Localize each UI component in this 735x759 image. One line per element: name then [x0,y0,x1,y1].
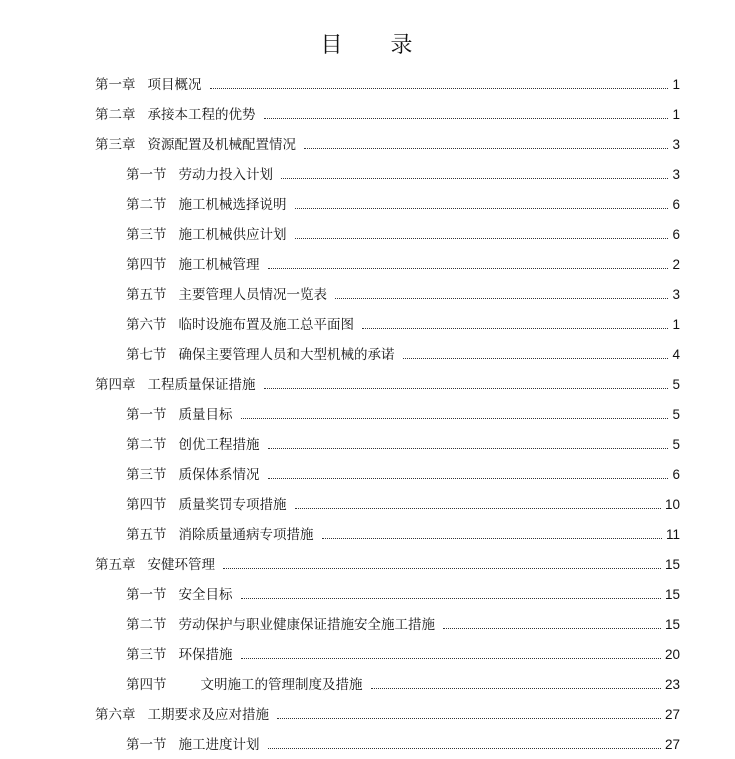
toc-entry-title: 质量奖罚专项措施 [178,497,287,513]
toc-page-number: 2 [672,257,680,272]
toc-section-row[interactable] [126,730,680,754]
toc-entry-title: 工程质量保证措施 [147,377,256,393]
toc-leader-dots [277,717,661,719]
toc-entry-title: 确保主要管理人员和大型机械的承诺 [178,347,395,363]
toc-section-row[interactable] [126,460,680,484]
toc-section-row[interactable] [126,220,680,244]
toc-entry-title: 承接本工程的优势 [147,107,256,123]
page-title [0,28,735,59]
toc-page-number: 20 [664,647,680,662]
toc-page-number: 11 [665,527,680,542]
toc-entry-label: 第六章 [95,707,136,723]
toc-chapter-row[interactable] [95,550,680,574]
toc-page-number: 5 [672,407,680,422]
toc-entry-title: 质量目标 [178,407,233,423]
toc-leader-dots [210,87,669,89]
toc-entry-label: 第二节 [126,617,167,633]
toc-entry-title: 工期要求及应对措施 [147,707,269,723]
toc-section-row[interactable] [126,160,680,184]
toc-entry-label: 第二节 [126,197,167,213]
toc-entry-title: 创优工程措施 [178,437,260,453]
toc-page-number: 6 [672,467,680,482]
toc-leader-dots [371,687,661,689]
toc-entry-label: 第三节 [126,467,167,483]
toc-entry-label: 第一节 [126,737,167,753]
toc-entry-title: 消除质量通病专项措施 [178,527,314,543]
toc-entry-label: 第一节 [126,407,167,423]
toc-chapter-row[interactable] [95,130,680,154]
toc-section-row[interactable] [126,250,680,274]
toc-section-row[interactable] [126,610,680,634]
toc-leader-dots [443,627,661,629]
toc-leader-dots [268,267,669,269]
toc-entry-title: 临时设施布置及施工总平面图 [178,317,354,333]
toc-entry-label: 第一节 [126,587,167,603]
toc-entry-label: 第一节 [126,167,167,183]
toc-page-number: 15 [664,557,680,572]
toc-entry-label: 第一章 [95,77,136,93]
toc-page-number: 15 [664,587,680,602]
toc-chapter-row[interactable] [95,70,680,94]
toc-entry-title: 施工机械供应计划 [178,227,287,243]
toc-entry-title: 质保体系情况 [178,467,260,483]
toc-entry-label: 第六节 [126,317,167,333]
toc-entry-title: 施工机械选择说明 [178,197,287,213]
toc-entry-label: 第四节 [126,497,167,513]
toc-entry-title: 资源配置及机械配置情况 [147,137,296,153]
toc-page-number: 23 [664,677,680,692]
toc-entry-title: 劳动保护与职业健康保证措施安全施工措施 [178,617,435,633]
toc-leader-dots [268,747,661,749]
toc-section-row[interactable] [126,280,680,304]
toc-entry-title: 主要管理人员情况一览表 [178,287,327,303]
toc-entry-label: 第五章 [95,557,136,573]
toc-entry-label: 第五节 [126,287,167,303]
toc-page-number: 1 [672,317,680,332]
toc-entry-label: 第七节 [126,347,167,363]
toc-entry-label: 第四节 [126,257,167,273]
toc-section-row[interactable] [126,400,680,424]
toc-entry-label: 第四章 [95,377,136,393]
toc-entry-label: 第二节 [126,437,167,453]
toc-chapter-row[interactable] [95,700,680,724]
toc-page-number: 27 [664,707,680,722]
toc-section-row[interactable] [126,340,680,364]
toc-section-row[interactable] [126,430,680,454]
toc-page-number: 5 [672,377,680,392]
toc-page-number: 1 [672,107,680,122]
toc-chapter-row[interactable] [95,100,680,124]
toc-page-number: 1 [672,77,680,92]
toc-entry-label: 第三节 [126,227,167,243]
toc-section-row[interactable] [126,670,680,694]
toc-leader-dots [322,537,662,539]
toc-section-row[interactable] [126,580,680,604]
toc-page-number: 10 [664,497,680,512]
toc-leader-dots [241,417,669,419]
toc-leader-dots [268,477,669,479]
toc-page-number: 3 [672,287,680,302]
toc-page-number: 15 [664,617,680,632]
toc-entry-title: 施工机械管理 [178,257,260,273]
toc-entry-label: 第三节 [126,647,167,663]
toc-entry-title: 安全目标 [178,587,233,603]
toc-page-number: 5 [672,437,680,452]
toc-entry-title: 文明施工的管理制度及措施 [200,677,363,693]
toc-entry-title: 安健环管理 [147,557,215,573]
toc-page-number: 6 [672,197,680,212]
page-title-char-2: 录 [390,33,415,58]
toc-entry-label: 第五节 [126,527,167,543]
toc-section-row[interactable] [126,640,680,664]
toc-section-row[interactable] [126,490,680,514]
toc-chapter-row[interactable] [95,370,680,394]
toc-entry-label: 第三章 [95,137,136,153]
toc-leader-dots [264,387,669,389]
page-title-char-1: 目 [320,33,345,58]
toc-leader-dots [335,297,668,299]
toc-page-number: 3 [672,167,680,182]
toc-section-row[interactable] [126,310,680,334]
toc-leader-dots [241,657,661,659]
toc-leader-dots [295,507,661,509]
toc-page-number: 4 [672,347,680,362]
toc-entry-title: 项目概况 [147,77,202,93]
toc-leader-dots [281,177,668,179]
toc-entry-title: 施工进度计划 [178,737,260,753]
toc-entry-label: 第四节 [126,677,167,693]
toc-page-number: 27 [664,737,680,752]
toc-page-number: 3 [672,137,680,152]
toc-leader-dots [264,117,669,119]
toc-entry-title: 劳动力投入计划 [178,167,273,183]
toc-leader-dots [295,207,669,209]
toc-leader-dots [304,147,668,149]
toc-page-number: 6 [672,227,680,242]
toc-leader-dots [295,237,669,239]
toc-leader-dots [403,357,669,359]
toc-leader-dots [362,327,668,329]
toc-leader-dots [268,447,669,449]
toc-leader-dots [241,597,661,599]
toc-entry-title: 环保措施 [178,647,233,663]
toc-section-row[interactable] [126,520,680,544]
toc-entry-label: 第二章 [95,107,136,123]
toc-section-row[interactable] [126,190,680,214]
toc-leader-dots [223,567,661,569]
